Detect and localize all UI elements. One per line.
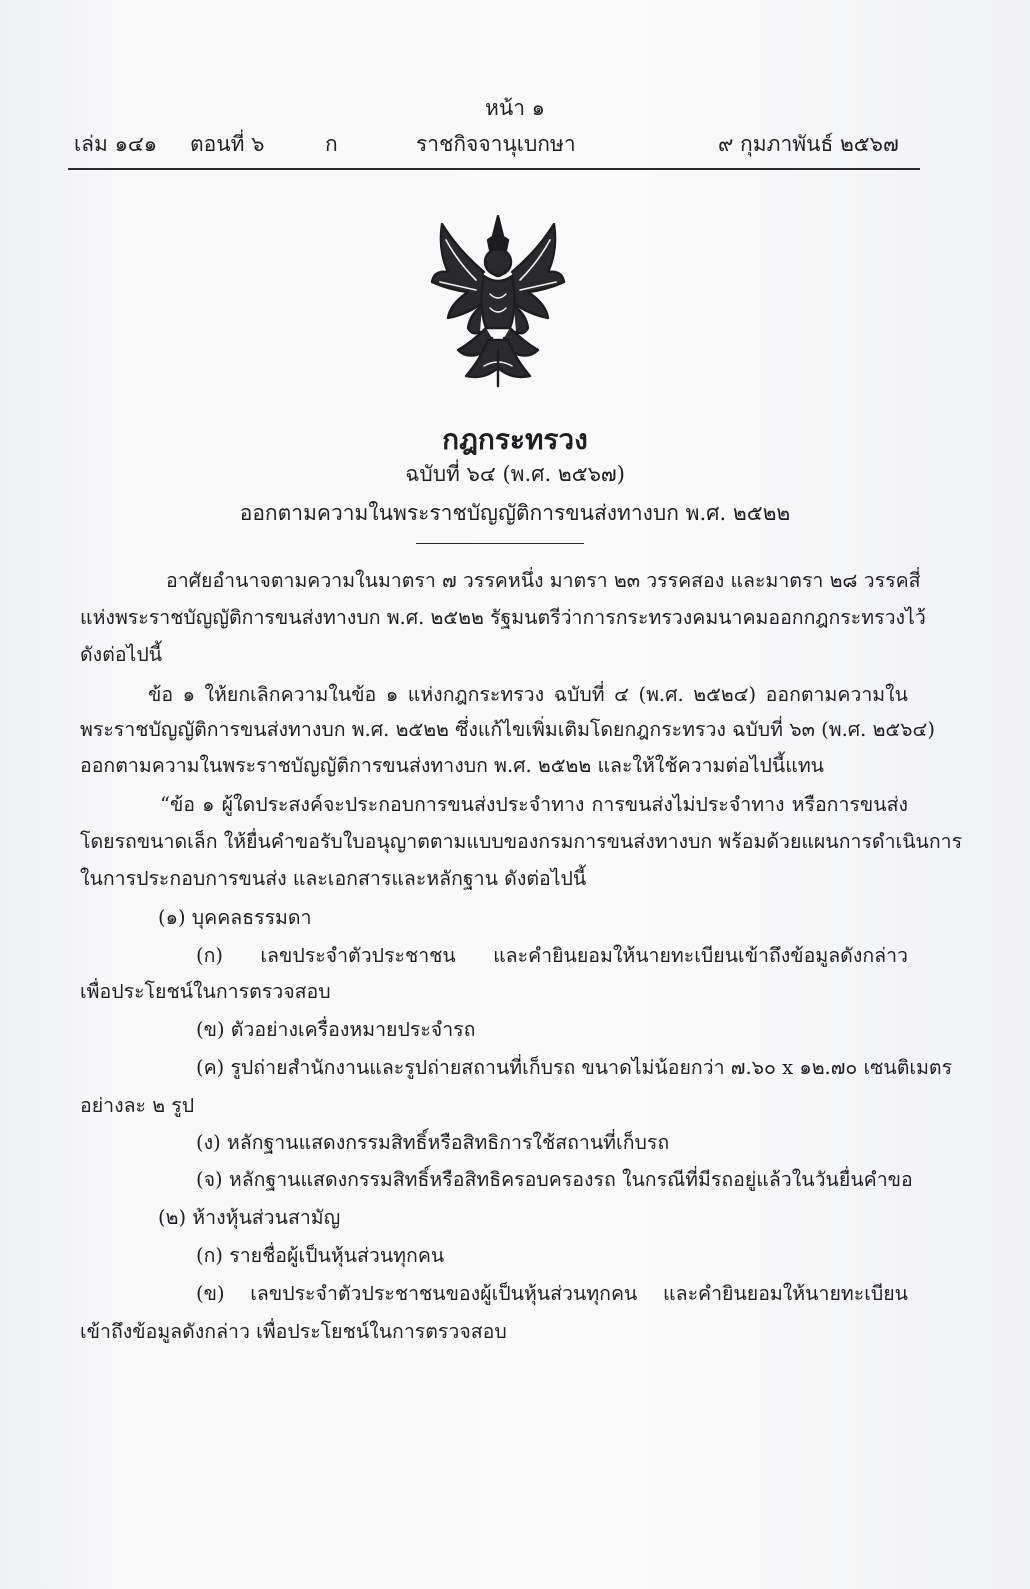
publication-date: ๙ กุมภาพันธ์ ๒๕๖๗ xyxy=(718,132,899,156)
item-line: (จ) หลักฐานแสดงกรรมสิทธิ์หรือสิทธิครอบครองรถ ในกรณีที่มีรถอยู่แล้วในวันยื่นคำขอ xyxy=(196,1168,913,1191)
issue-section: ก xyxy=(325,132,338,156)
item-line: (ก) เลขประจำตัวประชาชน และคำยินยอมให้นายทะเบียนเข้าถึงข้อมูลดังกล่าว xyxy=(196,944,908,967)
title-divider xyxy=(416,543,584,544)
clause-line: ในการประกอบการขนส่ง และเอกสารและหลักฐาน ดังต่อไปนี้ xyxy=(80,867,587,890)
item-line: เข้าถึงข้อมูลดังกล่าว เพื่อประโยชน์ในการตรวจสอบ xyxy=(80,1320,507,1343)
header-divider xyxy=(68,168,920,170)
clause-line: พระราชบัญญัติการขนส่งทางบก พ.ศ. ๒๕๒๒ ซึ่งแก้ไขเพิ่มเติมโดยกฎกระทรวง ฉบับที่ ๖๓ (พ.ศ. ๒๕๖๔) xyxy=(80,718,935,741)
clause-line: “ข้อ ๑ ผู้ใดประสงค์จะประกอบการขนส่งประจำทาง การขนส่งไม่ประจำทาง หรือการขนส่ง xyxy=(160,793,908,816)
item-line: (ข) ตัวอย่างเครื่องหมายประจำรถ xyxy=(196,1018,476,1041)
garuda-emblem-icon xyxy=(428,210,568,388)
volume-number: เล่ม ๑๔๑ xyxy=(74,132,158,156)
page-number: หน้า ๑ xyxy=(485,96,545,120)
subsection-heading: (๑) บุคคลธรรมดา xyxy=(158,906,312,929)
item-line: อย่างละ ๒ รูป xyxy=(80,1094,195,1117)
paragraph-line: อาศัยอำนาจตามความในมาตรา ๗ วรรคหนึ่ง มาตรา ๒๓ วรรคสอง และมาตรา ๒๘ วรรคสี่ xyxy=(166,569,921,592)
item-line: (ค) รูปถ่ายสำนักงานและรูปถ่ายสถานที่เก็บรถ ขนาดไม่น้อยกว่า ๗.๖๐ x ๑๒.๗๐ เซนติเมตร xyxy=(196,1056,953,1079)
document-title: กฎกระทรวง xyxy=(442,423,588,456)
item-line: (ก) รายชื่อผู้เป็นหุ้นส่วนทุกคน xyxy=(196,1244,445,1267)
subsection-heading: (๒) ห้างหุ้นส่วนสามัญ xyxy=(158,1206,341,1229)
paragraph-line: แห่งพระราชบัญญัติการขนส่งทางบก พ.ศ. ๒๕๒๒ รัฐมนตรีว่าการกระทรวงคมนาคมออกกฎกระทรวงไว้ xyxy=(80,606,926,629)
item-line: เพื่อประโยชน์ในการตรวจสอบ xyxy=(80,980,331,1003)
clause-line: ออกตามความในพระราชบัญญัติการขนส่งทางบก พ.ศ. ๒๕๒๒ และให้ใช้ความต่อไปนี้แทน xyxy=(80,754,825,777)
document-subtitle: ออกตามความในพระราชบัญญัติการขนส่งทางบก พ.ศ. ๒๕๒๒ xyxy=(239,501,791,525)
issue-number: ตอนที่ ๖ xyxy=(190,132,265,156)
publication-name: ราชกิจจานุเบกษา xyxy=(416,132,576,156)
clause-line: ข้อ ๑ ให้ยกเลิกความในข้อ ๑ แห่งกฎกระทรวง ฉบับที่ ๔ (พ.ศ. ๒๕๒๔) ออกตามความใน xyxy=(148,683,908,706)
item-line: (ง) หลักฐานแสดงกรรมสิทธิ์หรือสิทธิการใช้สถานที่เก็บรถ xyxy=(196,1131,670,1154)
regulation-number: ฉบับที่ ๖๔ (พ.ศ. ๒๕๖๗) xyxy=(405,462,625,486)
clause-line: โดยรถขนาดเล็ก ให้ยื่นคำขอรับใบอนุญาตตามแบบของกรมการขนส่งทางบก พร้อมด้วยแผนการดำเนินการ xyxy=(80,830,963,853)
item-line: (ข) เลขประจำตัวประชาชนของผู้เป็นหุ้นส่วนทุกคน และคำยินยอมให้นายทะเบียน xyxy=(196,1282,908,1305)
paragraph-line: ดังต่อไปนี้ xyxy=(80,643,163,666)
